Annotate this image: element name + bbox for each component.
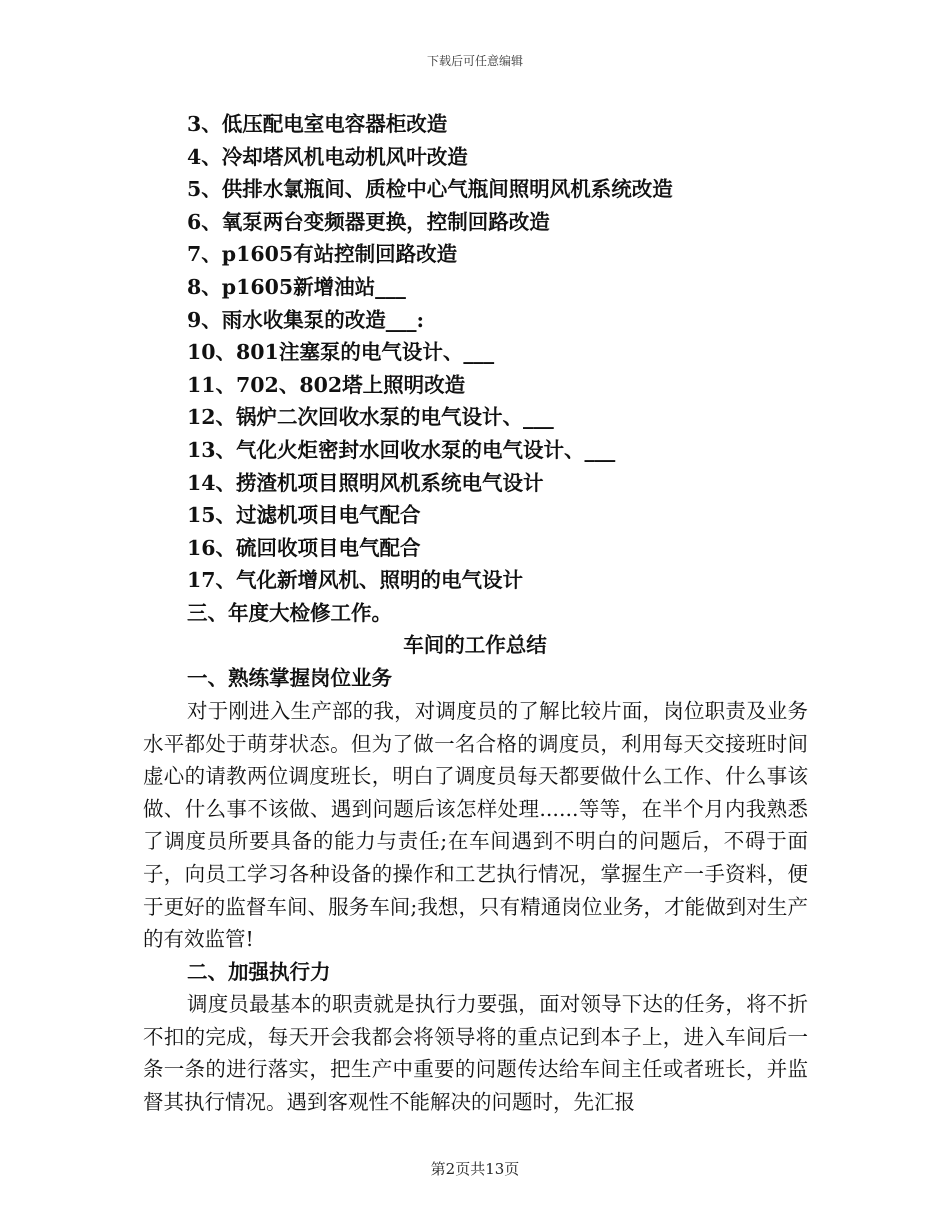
section-heading-2: 二、加强执行力 [187, 960, 331, 984]
list-item: 11、702、802塔上照明改造 [187, 372, 466, 397]
list-item: 15、过滤机项目电气配合 [187, 503, 421, 528]
list-item: 7、p1605有站控制回路改造 [187, 242, 458, 267]
list-item: 12、锅炉二次回收水泵的电气设计、___ [187, 405, 554, 430]
list-item: 3、低压配电室电容器柜改造 [187, 112, 448, 136]
section-heading-1: 一、熟练掌握岗位业务 [187, 666, 392, 690]
task-list [187, 108, 673, 630]
article-title: 车间的工作总结 [403, 633, 547, 657]
list-item: 5、供排水氯瓶间、质检中心气瓶间照明风机系统改造 [187, 177, 673, 202]
list-item: 6、氧泵两台变频器更换，控制回路改造 [187, 209, 550, 234]
list-item: 三、年度大检修工作。 [187, 600, 392, 625]
page-header: 下载后可任意编辑 [426, 54, 523, 68]
list-item: 17、气化新增风机、照明的电气设计 [187, 568, 524, 593]
section-paragraph-2: 调度员最基本的职责就是执行力要强，面对领导下达的任务，将不折不扣的完成，每天开会我都会将领导将的重点记到本子上，进入车间后一条一条的进行落实，把生产中重要的问题传达给车间主任或者班长，并监督其执行情况。遇到客观性不能解决的问题时，先汇报 [143, 992, 808, 1114]
list-item: 8、p1605新增油站___ [187, 274, 406, 299]
page-footer: 第2页共13页 [430, 1160, 520, 1178]
section-paragraph-1: 对于刚进入生产部的我，对调度员的了解比较片面，岗位职责及业务水平都处于萌芽状态。但为了做一名合格的调度员，利用每天交接班时间虚心的请教两位调度班长，明白了调度员每天都要做什么工作、什么事该做、什么事不该做、遇到问题后该怎样处理......等等，在半个月内我熟悉了调度员所要具备的能力与责任;在车间遇到不明白的问题后，不碍于面子，向员工学习各种设备的操作和工艺执行情况，掌握生产一手资料，便于更好的监督车间、服务车间;我想，只有精通岗位业务，才能做到对生产的有效监管! [143, 699, 808, 952]
list-item: 10、801注塞泵的电气设计、___ [187, 340, 495, 365]
list-item: 16、硫回收项目电气配合 [187, 535, 421, 560]
list-item: 4、冷却塔风机电动机风叶改造 [187, 144, 468, 169]
list-item: 14、捞渣机项目照明风机系统电气设计 [187, 470, 544, 495]
list-item: 9、雨水收集泵的改造___: [187, 307, 425, 332]
list-item: 13、气化火炬密封水回收水泵的电气设计、___ [187, 437, 616, 462]
